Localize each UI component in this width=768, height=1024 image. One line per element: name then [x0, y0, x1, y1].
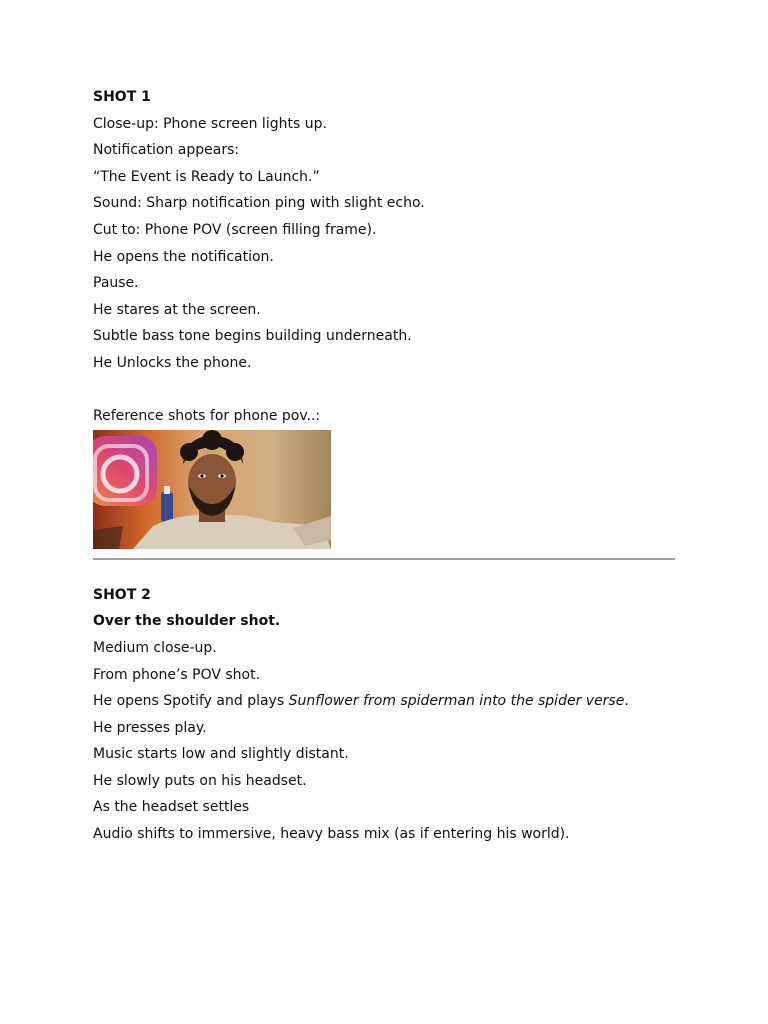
- shot1-line: Pause.: [93, 275, 139, 292]
- shot1-line: Cut to: Phone POV (screen filling frame).: [93, 221, 377, 238]
- shot2-line: He slowly puts on his headset.: [93, 772, 307, 789]
- shot2-line: Medium close-up.: [93, 639, 217, 656]
- paragraph-gap: [93, 377, 675, 404]
- shot2-line: From phone’s POV shot.: [93, 666, 261, 683]
- spotify-line-suffix: .: [624, 693, 629, 710]
- reference-photo: [93, 430, 331, 549]
- shot1-line: Sound: Sharp notification ping with slight echo.: [93, 195, 425, 212]
- shot2-line: Music starts low and slightly distant.: [93, 746, 349, 763]
- shot1-line: He opens the notification.: [93, 248, 274, 265]
- document-page: [93, 84, 675, 848]
- shot2-heading: SHOT 2: [93, 586, 151, 603]
- section-divider: [93, 558, 675, 560]
- shot1-line: He stares at the screen.: [93, 301, 261, 318]
- shot1-line: Notification appears:: [93, 142, 240, 159]
- spotify-line-prefix: He opens Spotify and plays: [93, 693, 289, 710]
- spotify-line: [93, 688, 675, 715]
- shot1-line: “The Event is Ready to Launch.”: [93, 168, 320, 185]
- shot2-subheading: Over the shoulder shot.: [93, 613, 281, 630]
- shot2-line: As the headset settles: [93, 799, 250, 816]
- shot1-line: Close-up: Phone screen lights up.: [93, 115, 327, 132]
- shot2-line: He presses play.: [93, 719, 207, 736]
- shot1-heading: SHOT 1: [93, 89, 151, 105]
- shot1-line: Subtle bass tone begins building underneath.: [93, 328, 412, 345]
- reference-photo-illustration: [93, 430, 331, 549]
- shot2-line: Audio shifts to immersive, heavy bass mix (as if entering his world).: [93, 826, 570, 843]
- song-title: Sunflower from spiderman into the spider verse: [288, 693, 625, 710]
- shot2-section: [93, 582, 675, 848]
- reference-label: Reference shots for phone pov..:: [93, 408, 321, 425]
- shot1-line: He Unlocks the phone.: [93, 354, 252, 371]
